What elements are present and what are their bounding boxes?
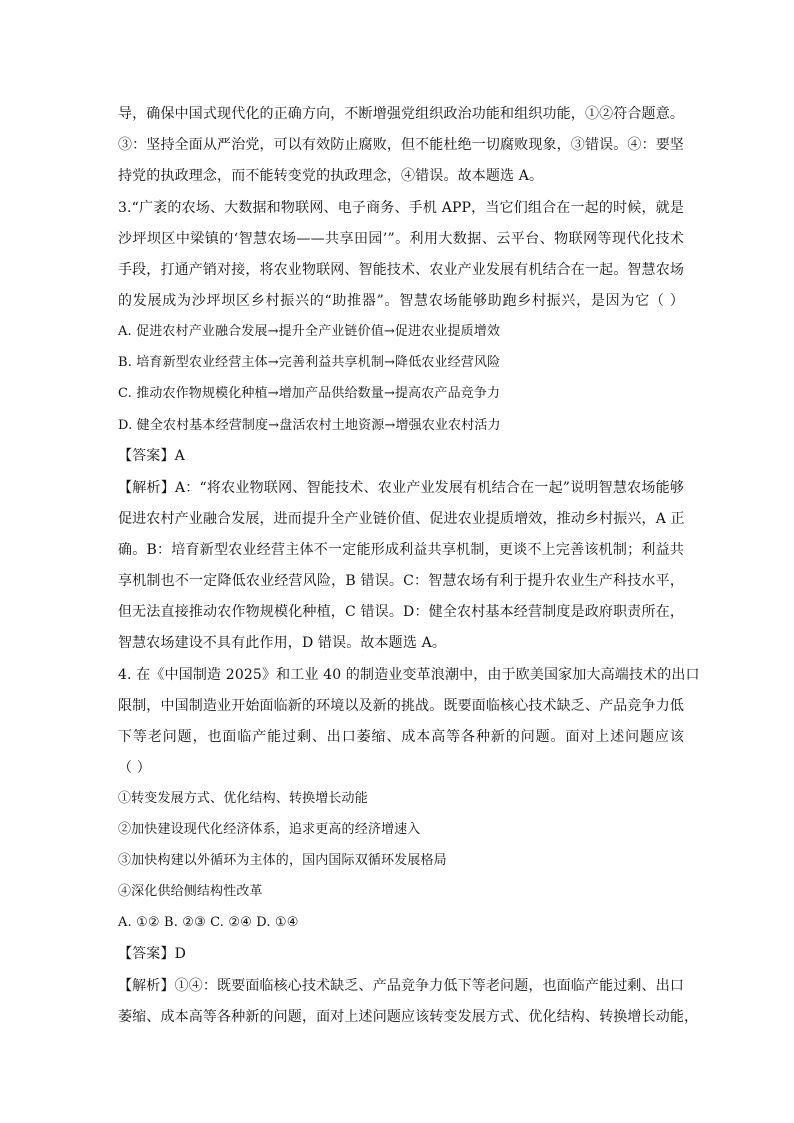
text-line: 萎缩、成本高等各种新的问题，面对上述问题应该转变发展方式、优化结构、转换增长动能， (118, 1009, 699, 1025)
answer-label: 【答案】D (118, 946, 186, 962)
text-line: 享机制也不一定降低农业经营风险，B 错误。C：智慧农场有利于提升农业生产科技水平， (118, 573, 684, 589)
statement-2: ②加快建设现代化经济体系，追求更高的经济增速入 (118, 822, 421, 837)
choice-options: A. ①② B. ②③ C. ②④ D. ①④ (118, 915, 299, 930)
option-a: A. 促进农村产业融合发展→提升全产业链价值→促进农业提质增效 (118, 324, 501, 339)
option-d: D. 健全农村基本经营制度→盘活农村土地资源→增强农业农村活力 (118, 418, 501, 433)
option-c: C. 推动农作物规模化种植→增加产品供给数量→提高农产品竞争力 (118, 386, 501, 401)
text-line: 智慧农场建设不具有此作用，D 错误。故本题选 A。 (118, 635, 446, 651)
text-line: ③：坚持全面从严治党，可以有效防止腐败，但不能杜绝一切腐败现象，③错误。④：要坚 (118, 137, 684, 153)
text-line: 下等老问题，也面临产能过剩、出口萎缩、成本高等各种新的问题。面对上述问题应该 (118, 729, 684, 745)
text-line: （ ） (118, 760, 151, 776)
text-line: 促进农村产业融合发展，进而提升全产业链价值、促进农业提质增效，推动乡村振兴，A 正 (118, 511, 685, 527)
text-line: 的发展成为沙坪坝区乡村振兴的“助推器”。智慧农场能够助跑乡村振兴，是因为它（ ） (118, 293, 684, 309)
statement-4: ④深化供给侧结构性改革 (118, 884, 263, 899)
text-line: 确。B：培育新型农业经营主体不一定能形成利益共享机制，更谈不上完善该机制；利益共 (118, 542, 684, 558)
text-line: 但无法直接推动农作物规模化种植，C 错误。D：健全农村基本经营制度是政府职责所在， (118, 604, 684, 620)
statement-3: ③加快构建以外循环为主体的，国内国际双循环发展格局 (118, 853, 447, 868)
question-4-line: 4. 在《中国制造 2025》和工业 40 的制造业变革浪潮中，由于欧美国家加大高端技术的出口 (118, 667, 700, 683)
text-line: 导，确保中国式现代化的正确方向，不断增强党组织政治功能和组织功能，①②符合题意。 (118, 106, 684, 122)
text-line: 限制，中国制造业开始面临新的环境以及新的挑战。既要面临核心技术缺乏、产品竞争力低 (118, 698, 684, 714)
question-3-line: 3.“广袤的农场、大数据和物联网、电子商务、手机 APP，当它们组合在一起的时候，就是 (118, 200, 684, 216)
analysis-line: 【解析】①④：既要面临核心技术缺乏、产品竞争力低下等老问题，也面临产能过剩、出口 (118, 978, 684, 994)
option-b: B. 培育新型农业经营主体→完善利益共享机制→降低农业经营风险 (118, 355, 501, 370)
statement-1: ①转变发展方式、优化结构、转换增长动能 (118, 791, 368, 806)
text-line: 手段，打通产销对接，将农业物联网、智能技术、农业产业发展有机结合在一起。智慧农场 (118, 262, 684, 278)
analysis-line: 【解析】A：“将农业物联网、智能技术、农业产业发展有机结合在一起”说明智慧农场能够 (118, 480, 684, 496)
text-line: 持党的执政理念，而不能转变党的执政理念，④错误。故本题选 A。 (118, 168, 544, 184)
answer-label: 【答案】A (118, 448, 185, 464)
text-line: 沙坪坝区中梁镇的‘智慧农场——共享田园’”。利用大数据、云平台、物联网等现代化技术 (118, 231, 684, 247)
